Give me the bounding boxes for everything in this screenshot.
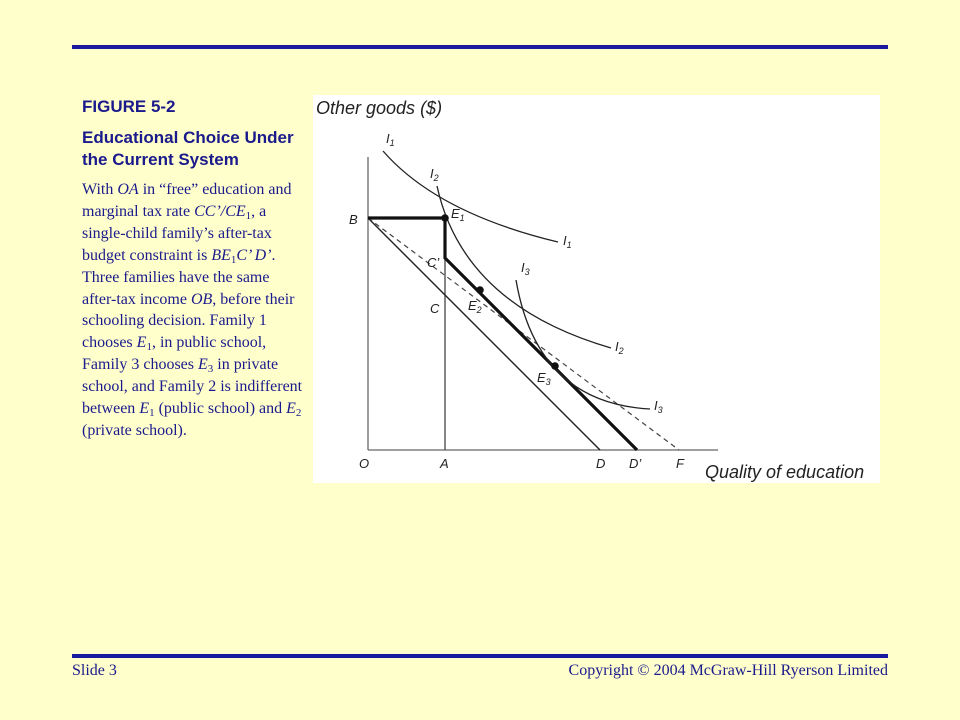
top-rule [72, 45, 888, 49]
indifference-curve-I3 [516, 280, 650, 409]
figure-title: Educational Choice Under the Current System [82, 128, 294, 169]
figure-caption [82, 97, 304, 442]
label-I1-top: $I_1$ [386, 131, 395, 148]
label-F: F [676, 456, 684, 471]
label-I3-right: $I_3$ [654, 398, 663, 415]
label-I1-right: $I_1$ [563, 233, 572, 250]
after-tax-budget-constraint [368, 218, 637, 450]
dashed-line-BF [368, 218, 679, 450]
label-C: C [430, 301, 440, 316]
bottom-rule [72, 654, 888, 658]
label-C-prime: C’ [427, 255, 440, 270]
figure-number: FIGURE 5-2 [82, 97, 176, 116]
diagram-panel [313, 95, 880, 483]
label-E3: $E_3$ [537, 370, 551, 387]
budget-constraint-diagram [313, 95, 880, 483]
indifference-curve-I1 [383, 151, 558, 242]
y-axis-label: Other goods ($) [316, 98, 443, 118]
figure-description: With OA in “free” education and marginal tax rate $CC’/CE_1$, a single-child family’s after-tax budget constraint is $BE_1C$’ D’. Three families have the same after-tax income OB, before their schooling decision. Family 1 chooses $E_1$, in public school, Family 3 chooses $E_3$ in private school, and Family 2 is indifferent between $E_1$ (public school) and $E_2$ (private school). [82, 181, 303, 439]
point-E2 [476, 286, 484, 294]
label-E2: $E_2$ [468, 298, 482, 315]
slide-number: Slide 3 [72, 662, 117, 679]
label-I2-top: $I_2$ [430, 166, 439, 183]
label-I2-right: $I_2$ [615, 339, 624, 356]
label-B: B [349, 212, 358, 227]
label-I3-top: $I_3$ [521, 260, 530, 277]
label-A: A [440, 456, 449, 471]
x-axis-label: Quality of education [705, 462, 865, 482]
label-O: O [359, 456, 370, 471]
budget-line-BD [368, 218, 600, 450]
label-D: D [596, 456, 606, 471]
copyright-notice: Copyright © 2004 McGraw-Hill Ryerson Limited [568, 662, 888, 679]
point-E3 [551, 362, 559, 370]
label-D-prime: D’ [629, 456, 642, 471]
label-E1: $E_1$ [451, 206, 465, 223]
point-E1 [441, 214, 449, 222]
